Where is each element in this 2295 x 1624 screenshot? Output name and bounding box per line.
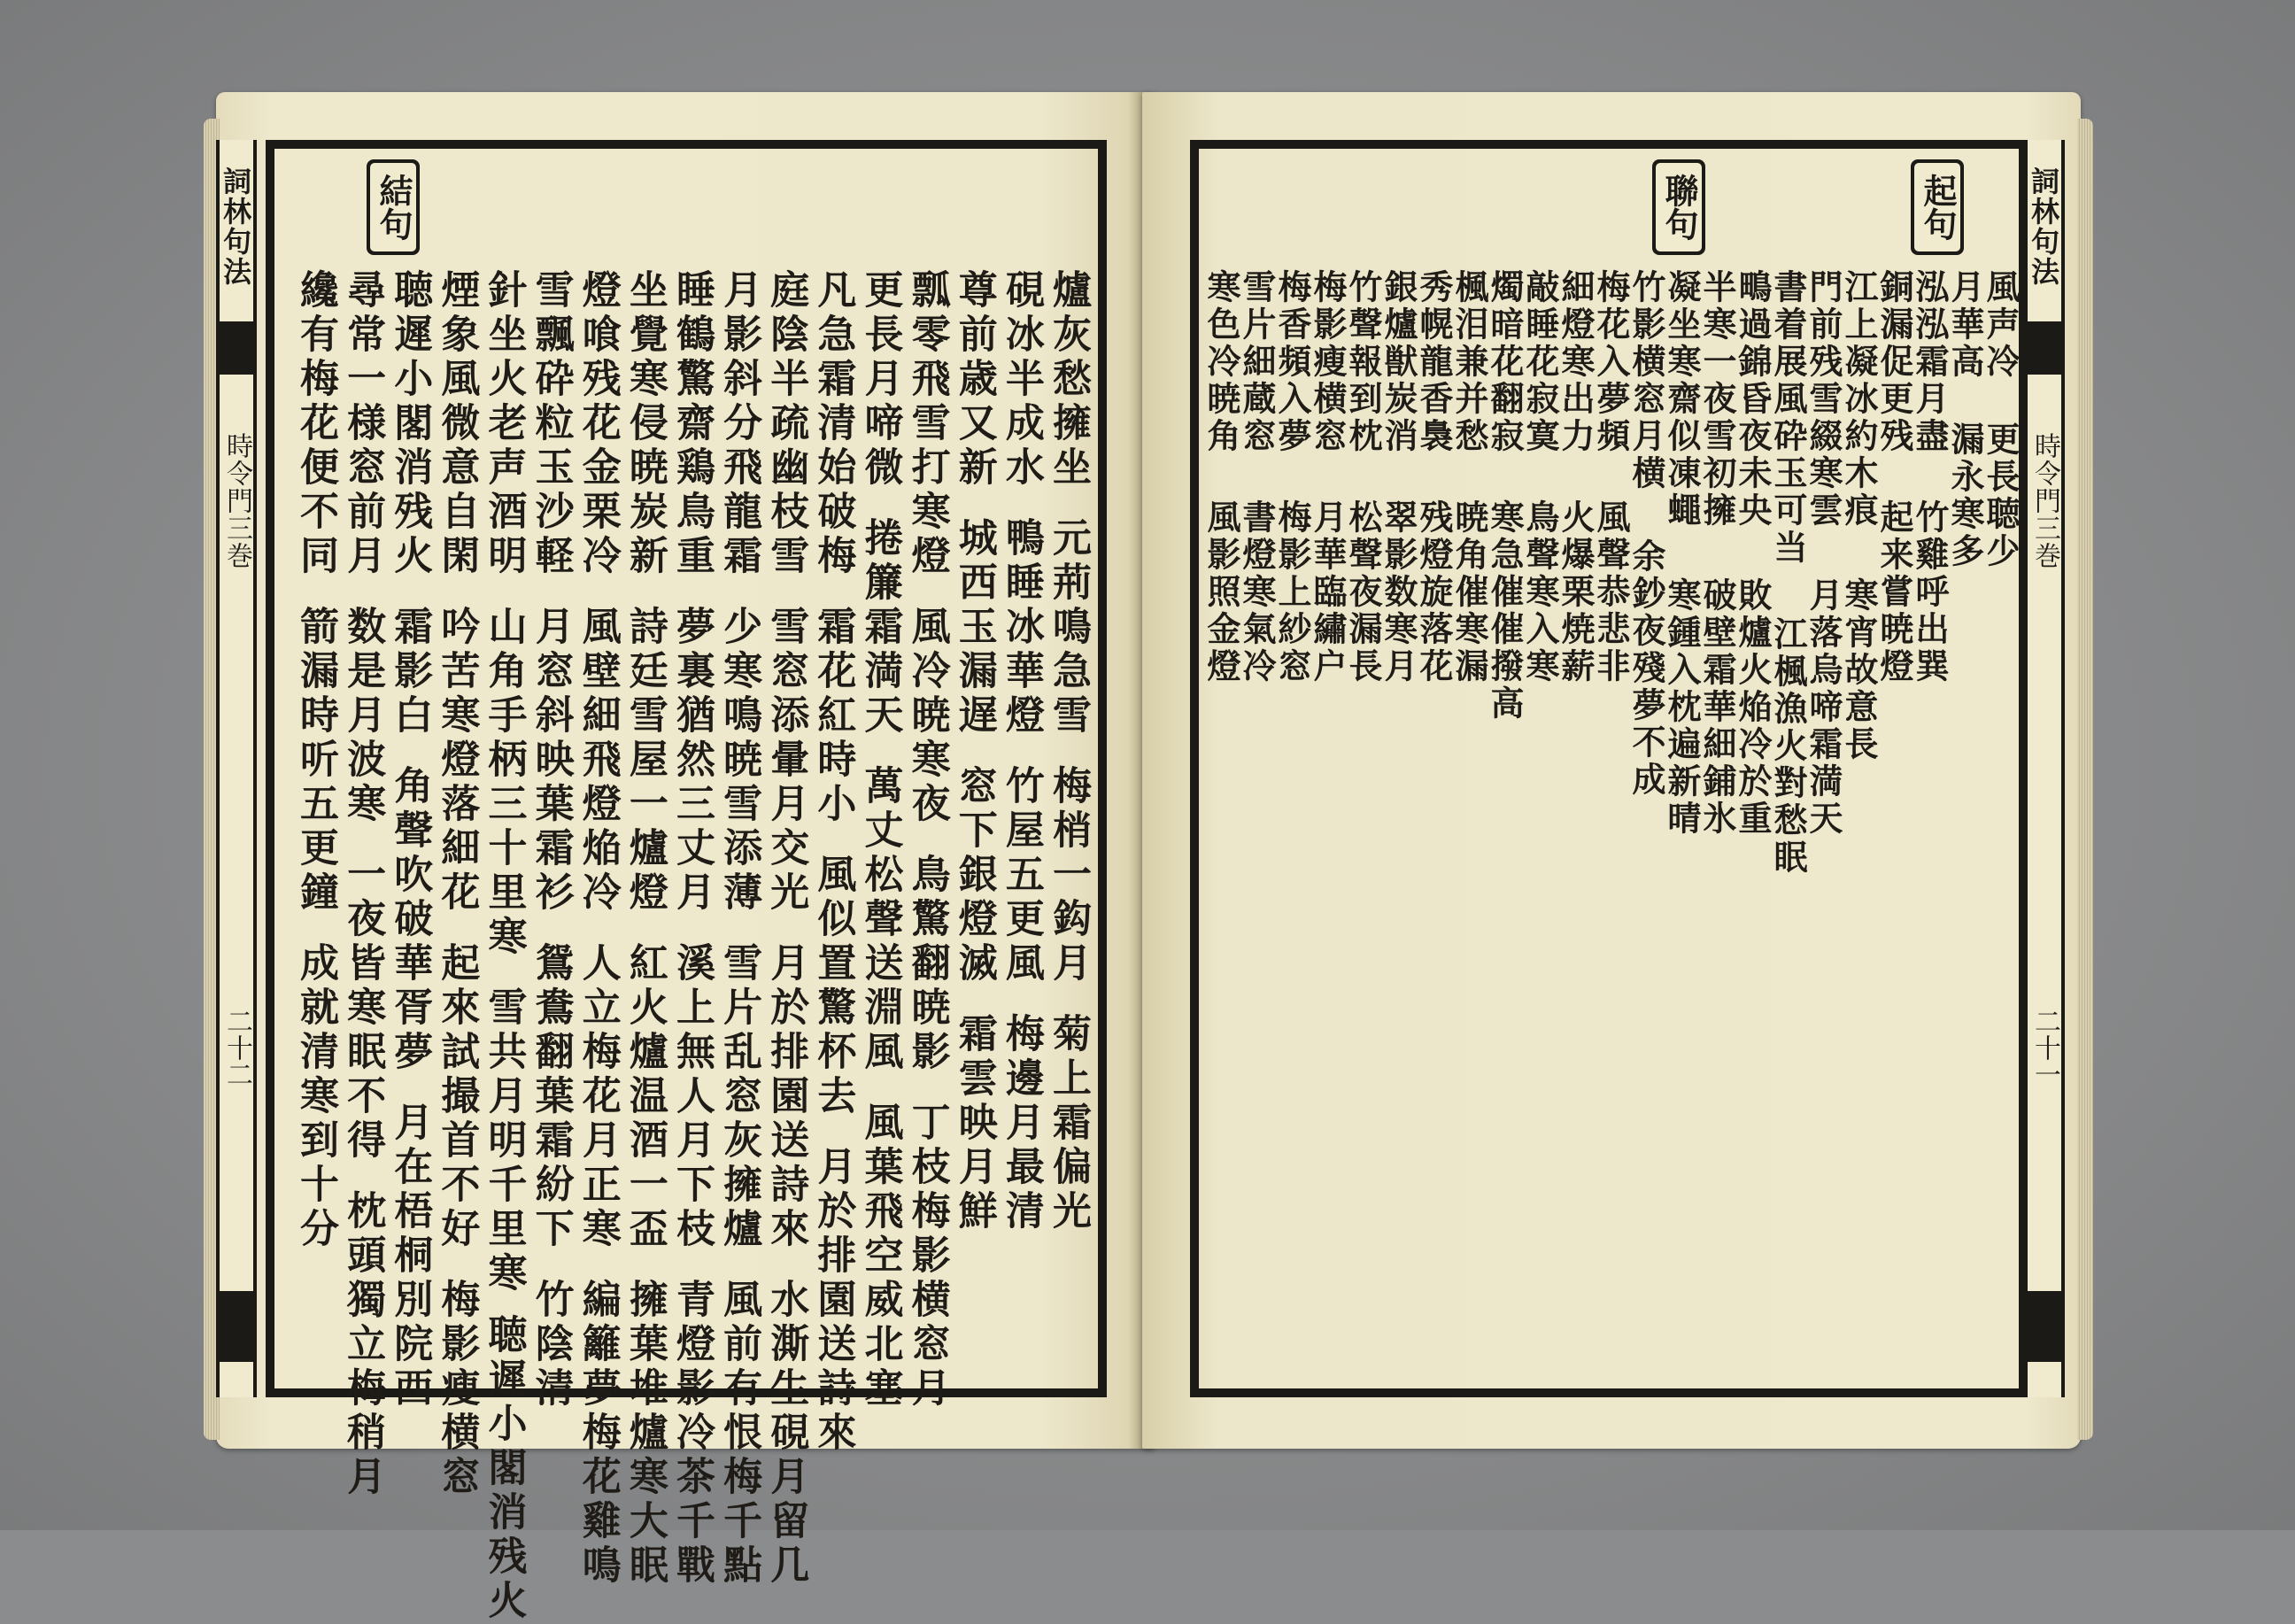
poem-line: 枕頭獨立梅稍月 [340,1190,386,1500]
poem-line: 霜雲映月鮮 [951,1013,997,1234]
poem-line: 風似置驚杯去 [810,854,856,1119]
poem-line: 硯冰半成水 [998,269,1044,491]
poem-line: 風壁細飛燈焔冷 [575,606,621,916]
poem-line: 水澌生硯月留几 [763,1279,809,1589]
poem-line: 尋常一様窓前月 [340,269,386,579]
poem-line: 竹雞呼出巽 [1910,499,1950,685]
poem-line: 漏永寒多 [1945,421,1985,570]
poem-line: 山角手柄三十里寒 [481,606,527,960]
kiku-label: 起句 [1918,174,1958,241]
poem-line: 霜花紅時小 [810,606,856,827]
poem-line: 半寒一夜雪初擁 [1697,269,1737,530]
poem-line: 詩廷雪屋一爐燈 [622,606,668,916]
poem-line: 坐覺寒侵暁炭新 [622,269,668,579]
poem-line: 梅影瘦横窓 [1308,269,1348,455]
kiku-tag [1911,159,1964,255]
poem-line: 擁葉堆爐寒大眠 [622,1279,668,1589]
poem-line: 青燈影冷茶千戰 [669,1279,715,1589]
poem-line: 凡急霜清始破梅 [810,269,856,579]
poem-line: 梅影上紗窓 [1272,499,1312,685]
poem-line: 鴨睡冰華燈 [998,517,1044,739]
poem-line: 秀幌龍香裊 [1414,269,1454,455]
poem-line: 梅梢一鈎月 [1046,765,1091,986]
poem-line: 城西玉漏遅 [951,517,997,739]
poem-line: 翠影数寒月 [1379,499,1418,685]
poem-line: 雪飄砕粒玉沙軽 [528,269,574,579]
poem-line: 吟苦寒燈落細花 [434,606,480,916]
poem-line: 寒鍾入枕遍新晴 [1662,577,1702,838]
fishtail-mark [220,321,253,375]
poem-line: 竹陰清 [528,1279,574,1411]
poem-line: 丁枝梅影横窓月 [904,1102,950,1411]
left-header-section: 時令門三巻 [221,432,252,569]
poem-line: 泓泓霜月盡 [1910,269,1950,455]
poem-line: 菊上霜偏光 [1046,1013,1091,1234]
poem-line: 鴛鴦翻葉霜紛下 [528,942,574,1252]
poem-line: 数是月波寒 [340,606,386,827]
poem-line: 竹屋五更風 [998,765,1044,986]
poem-line: 月影斜分飛龍霜 [716,269,762,579]
poem-line: 松聲夜漏長 [1343,499,1383,685]
poem-line: 月於排園送詩來 [810,1146,856,1456]
ketsuku-tag [367,159,420,255]
poem-line: 雪片乱窓灰擁爐 [716,942,762,1252]
poem-line: 起来嘗暁燈 [1874,499,1914,685]
poem-line: 人立梅花月正寒 [575,942,621,1252]
poem-line: 聴遲小閣消残火 [387,269,433,579]
right-page-edges [2077,119,2093,1440]
right-header-section: 時令門三巻 [2029,432,2060,569]
poem-line: 瓢零飛雪打寒燈 [904,269,950,579]
poem-line: 煙象風微意自閑 [434,269,480,579]
left-folio: 二十二 [221,1008,252,1087]
poem-line: 門前残雪綴寒雲 [1804,269,1843,530]
left-page [216,92,1155,1624]
poem-line: 爐灰愁擁坐 [1046,269,1091,491]
poem-line: 編籬夢梅花雞鳴 [575,1279,621,1589]
poem-line: 楓泪兼并愁 [1449,269,1489,455]
right-page [1142,92,2081,1449]
poem-line: 月在梧桐別院西 [387,1102,433,1411]
poem-line: 箭漏時听五更鐘 [293,606,338,916]
ketsuku-label: 結句 [374,174,413,241]
poem-line: 風聲恭悲非 [1591,499,1631,685]
poem-line: 銀爐獣炭消 [1379,269,1418,455]
poem-line: 霜影白 [387,606,433,739]
fishtail-mark-bottom [2028,1291,2061,1362]
left-block-center [216,140,257,1397]
open-book [216,92,2081,1624]
fishtail-mark-bottom [220,1291,253,1362]
poem-line: 更長月啼微 [857,269,903,491]
poem-line: 風影照金燈 [1202,499,1241,685]
poem-line: 鳥驚翻暁影 [904,854,950,1075]
poem-line: 余鈔夜殘夢不成 [1627,538,1666,799]
poem-line: 鴫過錦昏夜未央 [1733,269,1773,530]
renku-label: 聯句 [1659,174,1699,241]
poem-line: 梅花入夢頻 [1591,269,1631,455]
poem-line: 竹聲報到枕 [1343,269,1383,455]
poem-line: 敗爐火焔冷於重 [1733,577,1773,838]
poem-line: 暁角催寒漏 [1449,499,1489,685]
poem-line: 月於排園送詩來 [763,942,809,1252]
poem-line: 尊前歳又新 [951,269,997,491]
poem-line: 窓下銀燈滅 [951,765,997,986]
poem-line: 凝坐寒齋似凍蠅 [1662,269,1702,530]
poem-line: 残燈旋落花 [1414,499,1454,685]
poem-line: 少寒鳴暁雪添薄 [716,606,762,916]
poem-line: 捲簾霜満天 [857,517,903,739]
poem-line: 燈喰残花金栗冷 [575,269,621,579]
poem-line: 紅火爐温酒一盃 [622,942,668,1252]
poem-line: 角聲吹破華胥夢 [387,765,433,1075]
poem-line: 梅邊月最清 [998,1013,1044,1234]
poem-line: 雪共月明千里寒 [481,986,527,1296]
poem-line: 銅漏促更残 [1874,269,1914,455]
poem-line: 一夜皆寒眠不得 [340,854,386,1164]
renku-tag [1652,159,1705,255]
poem-line: 月落烏啼霜満天 [1804,577,1843,838]
poem-line: 聴遲小閣消残火 [481,1314,527,1624]
poem-line: 雪窓添暈月交光 [763,606,809,916]
poem-line: 睡鶴驚齋鶏鳥重 [669,269,715,579]
poem-line: 萬丈松聲送淵風 [857,765,903,1075]
poem-line: 寒色冷暁角 [1202,269,1241,455]
poem-line: 月華高 [1945,269,1985,381]
poem-line: 鳥聲寒入寒 [1520,499,1560,685]
poem-line: 寒急催催撥高 [1485,499,1525,723]
poem-line: 書着展風砕玉可当 [1768,269,1808,567]
poem-line: 月窓斜映葉霜衫 [528,606,574,916]
fishtail-mark [2028,321,2061,375]
poem-line: 江楓漁火對愁眠 [1768,616,1808,877]
right-header-title: 詞林句法 [2027,166,2060,287]
poem-line: 風葉飛空威北塞 [857,1102,903,1411]
poem-line: 月華臨繡户 [1308,499,1348,685]
poem-line: 成就清寒到十分 [293,942,338,1252]
right-folio: 二十一 [2029,1008,2060,1087]
poem-line: 竹影横窓月横 [1627,269,1666,492]
poem-line: 針坐火老声酒明 [481,269,527,579]
right-block-center [2024,140,2065,1397]
poem-line: 火爆栗焼薪 [1556,499,1596,685]
poem-line: 風前有恨梅千點 [716,1279,762,1589]
poem-line: 夢裏猶然三丈月 [669,606,715,916]
poem-line: 雪片細蔵窓 [1237,269,1277,455]
poem-line: 起來試撮首不好 [434,942,480,1252]
poem-line: 燭暗花翻寂 [1485,269,1525,455]
poem-line: 風声冷 [1981,269,2021,381]
poem-line: 溪上無人月下枝 [669,942,715,1252]
poem-line: 細燈寒出力 [1556,269,1596,455]
left-header-title: 詞林句法 [219,166,252,287]
poem-line: 寒宵故意長 [1839,577,1879,763]
poem-line: 風冷暁寒夜 [904,606,950,827]
poem-line: 纔有梅花便不同 [293,269,338,579]
poem-line: 江上凝冰約木痕 [1839,269,1879,530]
poem-line: 梅影瘦横窓 [434,1279,480,1500]
poem-line: 更長聴少 [1981,421,2021,570]
poem-line: 破壁霜華細鋪氷 [1697,577,1737,838]
poem-line: 庭陰半疏幽枝雪 [763,269,809,579]
poem-line: 書燈寒氣冷 [1237,499,1277,685]
poem-line: 梅香頻入夢 [1272,269,1312,455]
poem-line: 元荊鳴急雪 [1046,517,1091,739]
poem-line: 敲睡花寂寞 [1520,269,1560,455]
